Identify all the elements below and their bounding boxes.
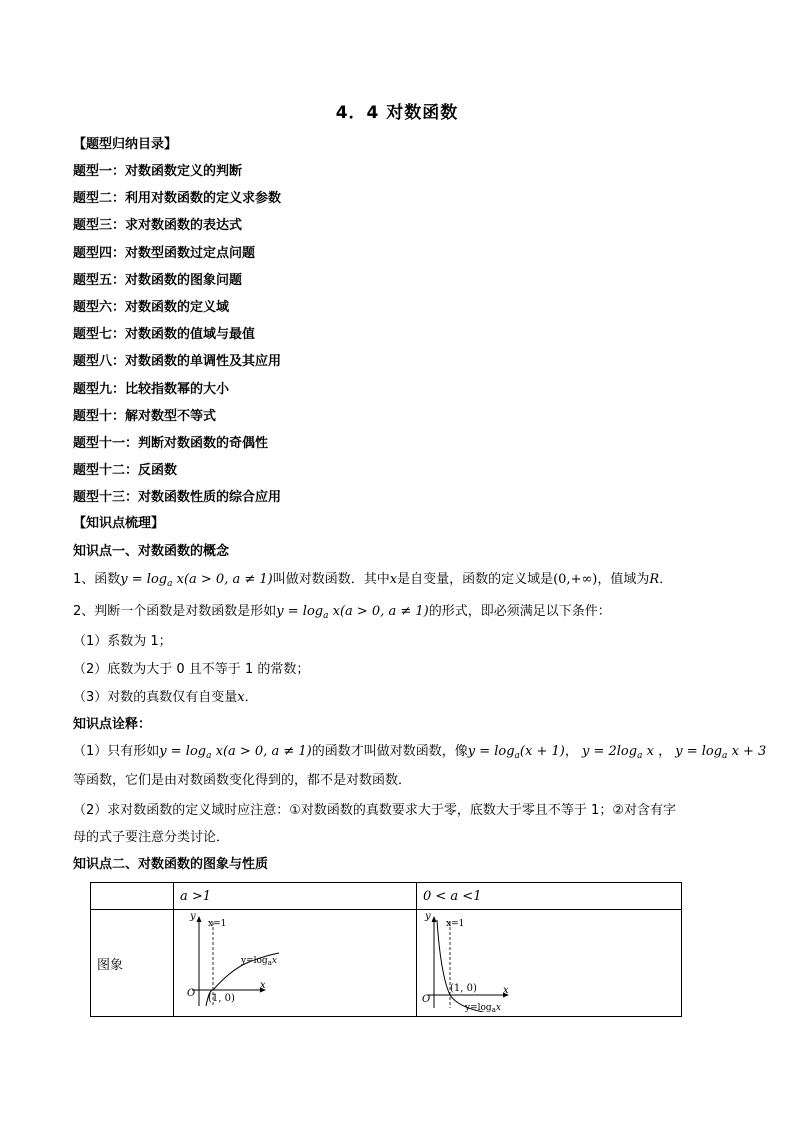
toc-item: 题型七：对数函数的值域与最值 bbox=[73, 327, 256, 343]
knowledge-heading: 【知识点梳理】 bbox=[73, 516, 165, 531]
label-x: x bbox=[260, 980, 266, 991]
toc-item: 题型十三：对数函数性质的综合应用 bbox=[73, 490, 282, 506]
label-y: y bbox=[190, 911, 196, 922]
text: 叫做对数函数．其中 bbox=[272, 572, 390, 587]
toc-item: 题型十一：判断对数函数的奇偶性 bbox=[73, 436, 269, 451]
page-title: 4．4 对数函数 bbox=[335, 103, 459, 123]
y-axis-arrow bbox=[197, 916, 202, 922]
toc-heading: 【题型归纳目录】 bbox=[73, 137, 178, 152]
point1-paragraph1 bbox=[73, 571, 672, 593]
header-a-gt-1: a >1 bbox=[174, 883, 417, 910]
label-origin: O bbox=[422, 994, 431, 1005]
text: ． bbox=[659, 572, 673, 587]
point2-title: 知识点二、对数函数的图象与性质 bbox=[73, 857, 269, 872]
condition-1: （1）系数为 1； bbox=[73, 634, 172, 649]
formula: $y = \log_a x(a > 0$, a ≠ 1) bbox=[276, 604, 429, 621]
formula: $y = \log_a x(a > 0$, a ≠ 1) bbox=[120, 572, 273, 589]
domain: (0,+∞) bbox=[553, 572, 598, 587]
text: ，值域为 bbox=[597, 572, 650, 587]
properties-table bbox=[90, 882, 682, 1017]
explain-1-cont: 等函数，它们是由对数函数变化得到的，都不是对数函数． bbox=[73, 773, 412, 788]
table-row-graph bbox=[91, 910, 682, 1017]
graph-cell-a-gt-1 bbox=[174, 910, 417, 1017]
table-header-row bbox=[91, 883, 682, 910]
graph-cell-a-lt-1 bbox=[417, 910, 682, 1017]
toc-item: 题型五：对数函数的图象问题 bbox=[73, 272, 243, 288]
explain-2: （2）求对数函数的定义域时应注意：①对数函数的真数要求大于零，底数大于零且不等于 1；②对含有字 bbox=[73, 803, 676, 818]
label-y: y bbox=[425, 911, 431, 922]
label-point: (1, 0) bbox=[208, 993, 235, 1004]
label-asymptote: x=1 bbox=[208, 919, 227, 929]
y-axis-arrow bbox=[432, 916, 437, 922]
header-empty-cell bbox=[91, 883, 174, 910]
toc-item: 题型十：解对数型不等式 bbox=[73, 408, 217, 424]
toc-item: 题型三：求对数函数的表达式 bbox=[73, 218, 243, 234]
label-curve: $y=\log_ax$ bbox=[241, 956, 277, 967]
toc-item: 题型六：对数函数的定义域 bbox=[73, 300, 230, 315]
label-point: (1, 0) bbox=[450, 983, 477, 994]
graph-a-gt-1 bbox=[174, 910, 414, 1012]
explain-2-cont: 母的式子要注意分类讨论． bbox=[73, 830, 230, 845]
text: 1、函数 bbox=[73, 572, 121, 587]
graph-a-lt-1 bbox=[417, 910, 677, 1012]
range-R: R bbox=[649, 572, 660, 587]
text: 2、判断一个函数是对数函数是形如 bbox=[73, 604, 277, 619]
label-asymptote: x=1 bbox=[446, 919, 465, 929]
header-a-lt-1: 0 < a <1 bbox=[417, 883, 682, 910]
condition-3: （3）对数的真数仅有自变量x． bbox=[73, 690, 258, 705]
var-x: x bbox=[389, 572, 398, 587]
label-curve: $y=\log_ax$ bbox=[465, 1003, 501, 1012]
toc-item: 题型九：比较指数幂的大小 bbox=[73, 381, 230, 397]
point1-paragraph2 bbox=[73, 603, 611, 625]
explain-1: （1）只有形如$y = \log_a x(a > 0$, a ≠ 1)的函数才叫做对数函数，像$y = \log_a(x + 1)$， $y = 2\log_a$ x ， $y = \log_a x + 3$ bbox=[73, 744, 767, 761]
explain-title: 知识点诠释： bbox=[73, 717, 152, 732]
toc-item: 题型一：对数函数定义的判断 bbox=[73, 164, 243, 179]
condition-2: （2）底数为大于 0 且不等于 1 的常数； bbox=[73, 662, 310, 677]
text: 的形式，即必须满足以下条件： bbox=[428, 604, 611, 619]
text: 是自变量，函数的定义域是 bbox=[397, 572, 554, 587]
toc-item: 题型八：对数函数的单调性及其应用 bbox=[73, 354, 282, 370]
toc-item: 题型四：对数型函数过定点问题 bbox=[73, 245, 256, 261]
toc-item: 题型二：利用对数函数的定义求参数 bbox=[73, 191, 282, 207]
label-origin: O bbox=[187, 988, 196, 999]
toc-item: 题型十二：反函数 bbox=[73, 463, 178, 479]
curve-log-decreasing bbox=[437, 920, 517, 1012]
point1-title: 知识点一、对数函数的概念 bbox=[73, 544, 230, 559]
label-x: x bbox=[503, 985, 509, 996]
row-label-graph: 图象 bbox=[91, 910, 174, 1017]
